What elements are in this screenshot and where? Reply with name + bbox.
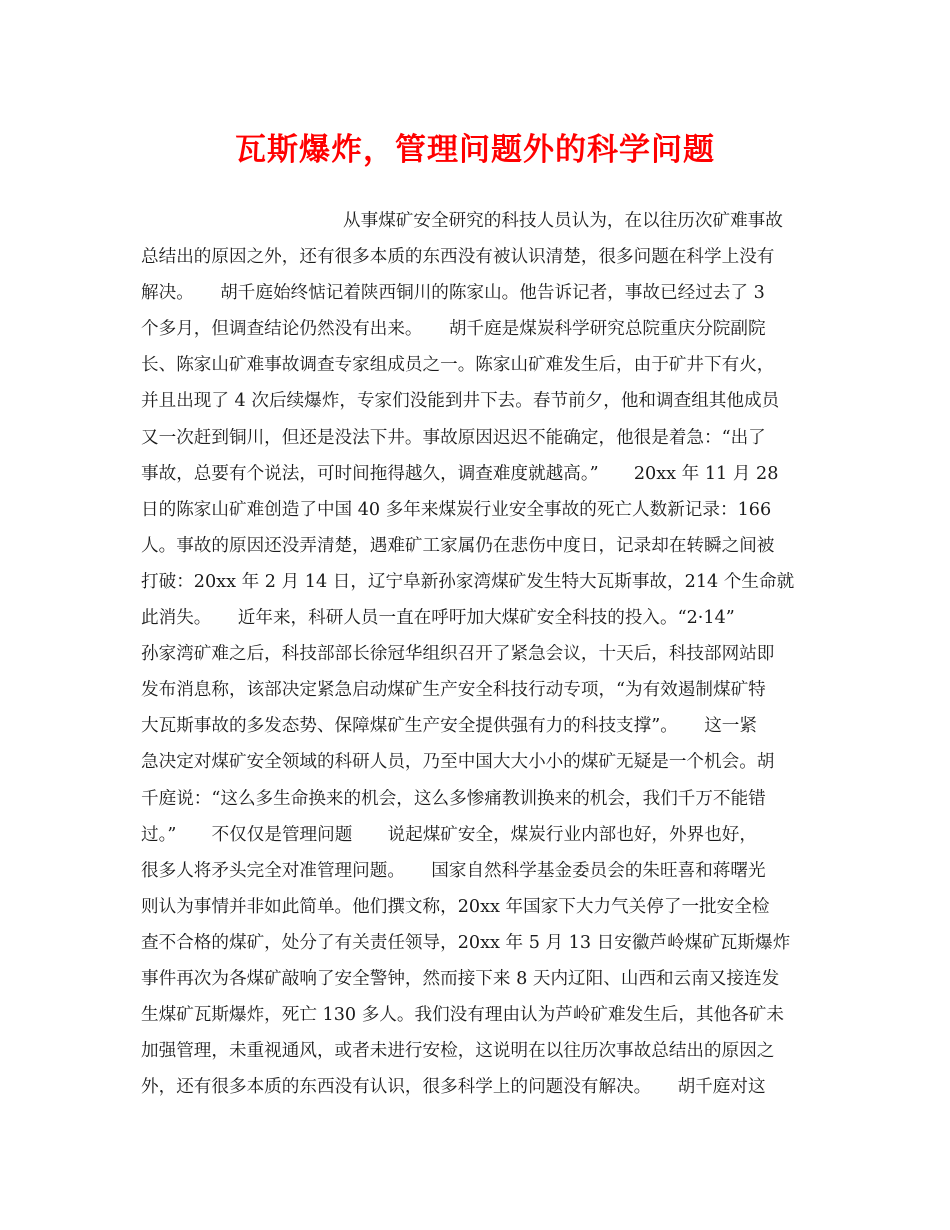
- text-line: 从事煤矿安全研究的科技人员认为，在以往历次矿难事故: [343, 211, 783, 231]
- text-line: 很多人将矛头完全对准管理问题。 国家自然科学基金委员会的朱旺喜和蒋曙光: [141, 860, 766, 881]
- text-line: 人。事故的原因还没弄清楚，遇难矿工家属仍在悲伤中度日，记录却在转瞬之间被: [141, 535, 775, 556]
- text-line: 日的陈家山矿难创造了中国 40 多年来煤炭行业安全事故的死亡人数新记录：166: [141, 499, 772, 520]
- text-line: 又一次赶到铜川，但还是没法下井。事故原因迟迟不能确定，他很是着急：“出了: [141, 427, 766, 448]
- text-line: 千庭说：“这么多生命换来的机会，这么多惨痛教训换来的机会，我们千万不能错: [141, 788, 766, 809]
- text-line: 此消失。 近年来，科研人员一直在呼吁加大煤矿安全科技的投入。“2·14”: [141, 608, 735, 629]
- text-line: 打破：20xx 年 2 月 14 日，辽宁阜新孙家湾煤矿发生特大瓦斯事故，214 个生命就: [141, 571, 795, 592]
- article-body: [141, 203, 821, 1105]
- text-line: 过。” 不仅仅是管理问题 说起煤矿安全，煤炭行业内部也好，外界也好，: [141, 824, 757, 845]
- text-line: 解决。 胡千庭始终惦记着陕西铜川的陈家山。他告诉记者，事故已经过去了 3: [141, 283, 765, 304]
- text-line: 发布消息称，该部决定紧急启动煤矿生产安全科技行动专项，“为有效遏制煤矿特: [141, 680, 766, 701]
- text-line: 外，还有很多本质的东西没有认识，很多科学上的问题没有解决。 胡千庭对这: [141, 1077, 766, 1098]
- text-line: 并且出现了 4 次后续爆炸，专家们没能到井下去。春节前夕，他和调查组其他成员: [141, 391, 780, 412]
- text-line: 事故，总要有个说法，可时间拖得越久，调查难度就越高。” 20xx 年 11 月 28: [141, 463, 779, 484]
- text-line: 个多月，但调查结论仍然没有出来。 胡千庭是煤炭科学研究总院重庆分院副院: [141, 319, 766, 340]
- document-title: 瓦斯爆炸，管理问题外的科学问题: [235, 132, 715, 168]
- text-line: 则认为事情并非如此简单。他们撰文称，20xx 年国家下大力气关停了一批安全检: [141, 896, 770, 917]
- text-line: 查不合格的煤矿，处分了有关责任领导，20xx 年 5 月 13 日安徽芦岭煤矿瓦斯爆炸: [141, 932, 791, 953]
- text-line: 急决定对煤矿安全领域的科研人员，乃至中国大大小小的煤矿无疑是一个机会。胡: [141, 752, 775, 773]
- text-line: 事件再次为各煤矿敲响了安全警钟，然而接下来 8 天内辽阳、山西和云南又接连发: [141, 968, 780, 989]
- text-line: 孙家湾矿难之后，科技部部长徐冠华组织召开了紧急会议，十天后，科技部网站即: [141, 644, 775, 665]
- text-line: 大瓦斯事故的多发态势、保障煤矿生产安全提供强有力的科技支撑”。 这一紧: [141, 716, 757, 737]
- text-line: 长、陈家山矿难事故调查专家组成员之一。陈家山矿难发生后，由于矿井下有火，: [141, 355, 775, 376]
- text-line: 生煤矿瓦斯爆炸，死亡 130 多人。我们没有理由认为芦岭矿难发生后，其他各矿未: [141, 1005, 784, 1026]
- text-line: 加强管理，未重视通风，或者未进行安检，这说明在以往历次事故总结出的原因之: [141, 1041, 775, 1062]
- text-line: 总结出的原因之外，还有很多本质的东西没有被认识清楚，很多问题在科学上没有: [141, 247, 775, 268]
